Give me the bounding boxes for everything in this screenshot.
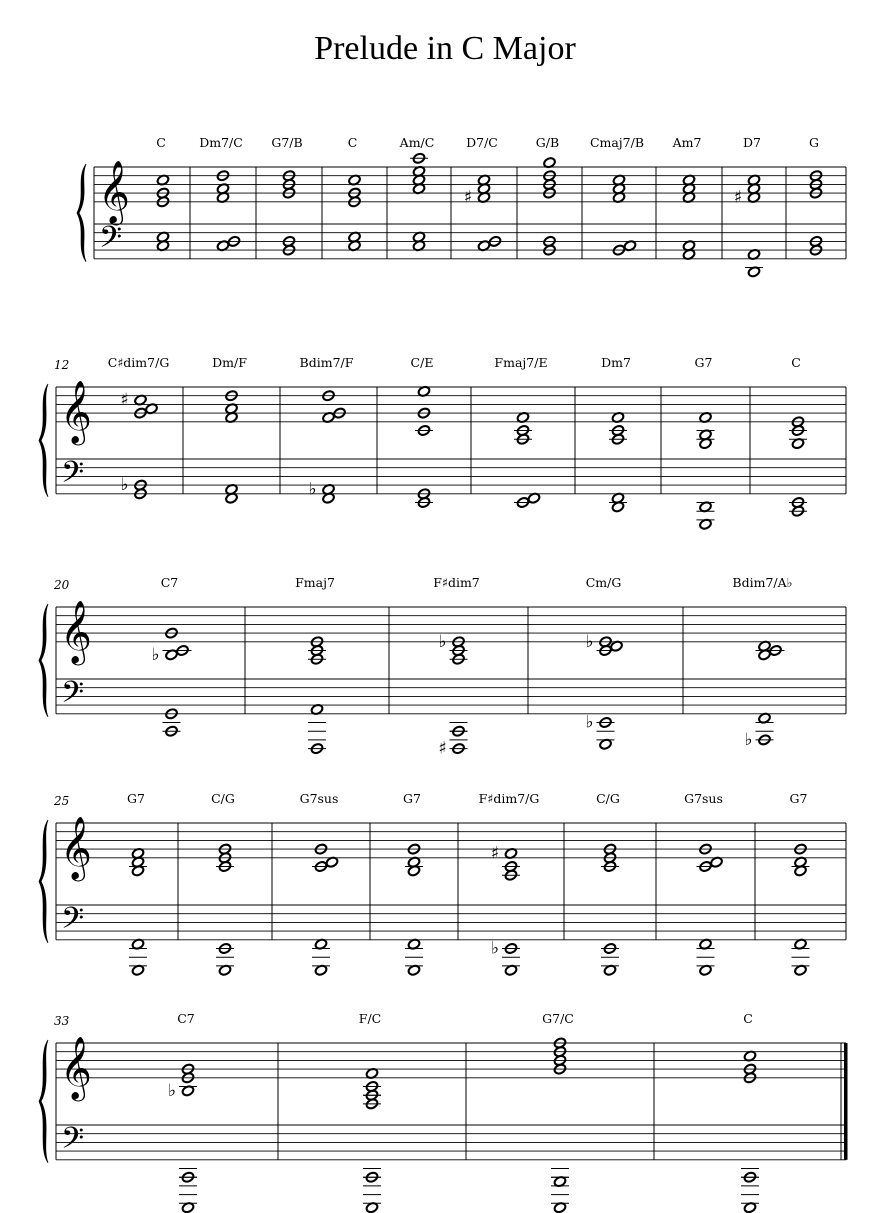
chord-symbol: G7 [789, 791, 808, 806]
measure-number: 33 [54, 1014, 70, 1028]
brace [39, 384, 48, 497]
chord-symbol: G7sus [684, 791, 723, 806]
treble-accidental: ♯ [463, 187, 473, 208]
bass-clef-icon: 𝄢 [99, 221, 123, 263]
bass-clef-icon: 𝄢 [61, 676, 85, 718]
chord-symbol: Am7 [672, 135, 702, 150]
chord-symbol: Fmaj7/E [494, 355, 548, 370]
treble-clef-icon: 𝄞 [60, 815, 92, 879]
chord-symbol: C [791, 355, 801, 370]
chord-symbol: G7/B [271, 135, 303, 150]
chord-symbol: C [743, 1011, 753, 1026]
bass-accidental: ♭ [744, 729, 753, 750]
chord-symbol: G7sus [299, 791, 339, 806]
treble-accidental: ♯ [120, 390, 129, 411]
chord-symbol: G/B [535, 135, 560, 150]
brace [77, 164, 86, 262]
treble-accidental: ♭ [151, 644, 160, 665]
brace [39, 1040, 48, 1163]
bass-accidental: ♭ [308, 479, 317, 500]
chord-symbol: C♯dim7/G [107, 355, 170, 370]
chord-symbol: Dm7/C [199, 135, 243, 150]
chord-symbol: F♯dim7 [433, 575, 480, 590]
chord-symbol: Dm7 [601, 355, 631, 370]
chord-symbol: F/C [358, 1011, 382, 1026]
treble-accidental: ♭ [167, 1080, 177, 1101]
treble-accidental: ♯ [490, 843, 500, 864]
measure-number: 25 [54, 794, 70, 808]
chord-symbol: Dm/F [212, 355, 247, 370]
treble-clef-icon: 𝄞 [60, 379, 92, 443]
chord-symbol: G7 [403, 791, 421, 806]
chord-symbol: C7 [160, 575, 179, 590]
chord-symbol: G7 [127, 791, 145, 806]
bass-accidental: ♯ [438, 738, 447, 759]
chord-symbol: Cmaj7/B [589, 135, 645, 150]
chord-symbol: D7 [743, 135, 761, 150]
chord-symbol: C/G [596, 791, 620, 806]
brace [39, 820, 48, 943]
chord-symbol: D7/C [466, 135, 498, 150]
chord-symbol: G7/C [542, 1011, 574, 1026]
treble-clef-icon: 𝄞 [60, 1035, 92, 1099]
chord-symbol: C/G [211, 791, 235, 806]
treble-accidental: ♭ [585, 631, 594, 652]
chord-symbol: Bdim7/F [299, 355, 354, 370]
chord-symbol: Fmaj7 [295, 575, 335, 590]
final-barline [844, 1043, 848, 1160]
bass-accidental: ♭ [120, 475, 129, 496]
chord-symbol: C [347, 135, 358, 150]
chord-symbol: Bdim7/A♭ [732, 575, 793, 590]
chord-symbol: Am/C [399, 135, 435, 150]
chord-symbol: C [156, 135, 166, 150]
bass-accidental: ♭ [490, 938, 500, 959]
brace [39, 604, 48, 717]
treble-accidental: ♭ [438, 631, 447, 652]
chord-symbol: Cm/G [585, 575, 622, 590]
bass-clef-icon: 𝄢 [61, 1122, 85, 1164]
chord-symbol: G7 [694, 355, 713, 370]
chord-symbol: C/E [410, 355, 434, 370]
bass-clef-icon: 𝄢 [61, 902, 85, 944]
measure-number: 12 [54, 358, 70, 372]
measure-number: 20 [54, 578, 70, 592]
chord-symbol: G [809, 135, 819, 150]
treble-clef-icon: 𝄞 [60, 599, 92, 663]
chord-symbol: C7 [177, 1011, 195, 1026]
treble-clef-icon: 𝄞 [98, 159, 130, 223]
treble-accidental: ♯ [733, 187, 743, 208]
page-title: Prelude in C Major [314, 30, 576, 67]
bass-accidental: ♭ [585, 712, 594, 733]
bass-clef-icon: 𝄢 [61, 456, 85, 498]
chord-symbol: F♯dim7/G [478, 791, 540, 806]
